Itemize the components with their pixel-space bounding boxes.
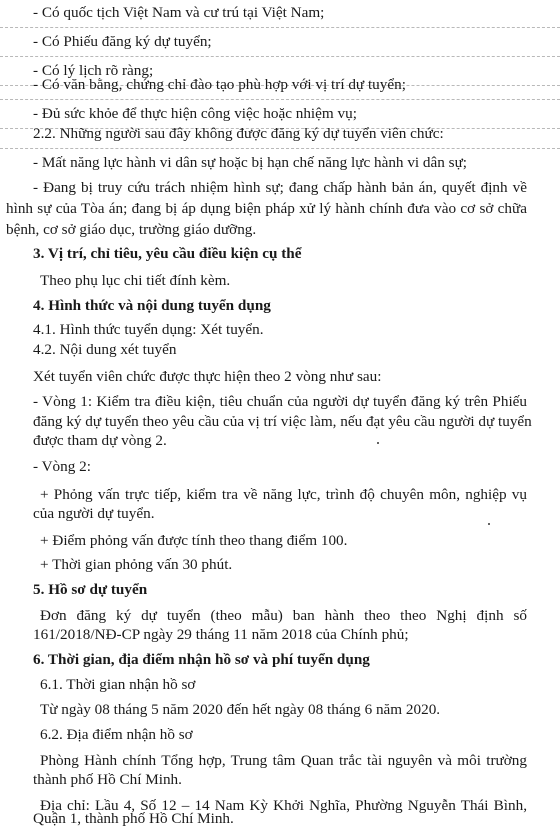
text-line: Xét tuyển viên chức được thực hiện theo 2 vòng như sau: bbox=[33, 368, 382, 385]
section-heading: 5. Hồ sơ dự tuyển bbox=[33, 581, 148, 598]
text-line: Quận 1, thành phố Hồ Chí Minh. bbox=[33, 810, 234, 827]
text-line: 6.2. Địa điểm nhận hồ sơ bbox=[40, 726, 193, 743]
text-line: hình sự của Tòa án; đang bị áp dụng biện pháp xử lý hành chính đưa vào cơ sở chữa bbox=[6, 200, 527, 217]
text-line: + Phỏng vấn trực tiếp, kiểm tra về năng lực, trình độ chuyên môn, nghiệp vụ bbox=[40, 486, 527, 503]
text-line: được tham dự vòng 2. bbox=[33, 432, 167, 449]
text-line: - Đang bị truy cứu trách nhiệm hình sự; đang chấp hành bản án, quyết định về bbox=[33, 179, 527, 196]
text-line: 4.1. Hình thức tuyển dụng: Xét tuyển. bbox=[33, 321, 264, 338]
text-line: 2.2. Những người sau đây không được đăng ký dự tuyển viên chức: bbox=[33, 125, 444, 142]
text-line: Đơn đăng ký dự tuyển (theo mẫu) ban hành theo theo Nghị định số bbox=[40, 607, 527, 624]
text-line: - Vòng 2: bbox=[33, 458, 91, 475]
text-line: - Có văn bằng, chứng chỉ đào tạo phù hợp với vị trí dự tuyển; bbox=[33, 76, 406, 93]
text-line: 4.2. Nội dung xét tuyển bbox=[33, 341, 177, 358]
text-line: Phòng Hành chính Tổng hợp, Trung tâm Quan trắc tài nguyên và môi trường bbox=[40, 752, 527, 769]
text-line: + Thời gian phỏng vấn 30 phút. bbox=[40, 556, 233, 573]
text-line: + Điểm phỏng vấn được tính theo thang điểm 100. bbox=[40, 532, 348, 549]
text-line: Theo phụ lục chi tiết đính kèm. bbox=[40, 272, 231, 289]
text-line: - Vòng 1: Kiểm tra điều kiện, tiêu chuẩn của người dự tuyển đăng ký trên Phiếu bbox=[33, 393, 527, 410]
scan-speck bbox=[488, 523, 490, 525]
section-heading: 4. Hình thức và nội dung tuyển dụng bbox=[33, 297, 271, 314]
text-line: - Có quốc tịch Việt Nam và cư trú tại Việt Nam; bbox=[33, 4, 325, 21]
text-line: Địa chỉ: Lầu 4, Số 12 – 14 Nam Kỳ Khởi Nghĩa, Phường Nguyễn Thái Bình, bbox=[40, 797, 527, 814]
section-heading: 3. Vị trí, chỉ tiêu, yêu cầu điều kiện cụ thể bbox=[33, 245, 302, 262]
text-line: - Đủ sức khỏe để thực hiện công việc hoặc nhiệm vụ; bbox=[33, 105, 357, 122]
text-line: đăng ký dự tuyển theo yêu cầu của vị trí việc làm, nếu đạt yêu cầu người dự tuyển bbox=[33, 413, 532, 430]
text-line: thành phố Hồ Chí Minh. bbox=[33, 771, 182, 788]
dashed-separator bbox=[0, 148, 560, 149]
text-line: Từ ngày 08 tháng 5 năm 2020 đến hết ngày 08 tháng 6 năm 2020. bbox=[40, 701, 441, 718]
text-line: của người dự tuyển. bbox=[33, 505, 155, 522]
text-line: bệnh, cơ sở giáo dục, trường giáo dưỡng. bbox=[6, 221, 257, 238]
section-heading: 6. Thời gian, địa điểm nhận hồ sơ và phí tuyển dụng bbox=[33, 651, 370, 668]
text-line: - Có Phiếu đăng ký dự tuyển; bbox=[33, 33, 212, 50]
dashed-separator bbox=[0, 27, 560, 28]
text-line: - Có lý lịch rõ ràng; bbox=[33, 62, 154, 79]
dashed-separator bbox=[0, 99, 560, 100]
text-line: - Mất năng lực hành vi dân sự hoặc bị hạn chế năng lực hành vi dân sự; bbox=[33, 154, 468, 171]
text-line: 161/2018/NĐ-CP ngày 29 tháng 11 năm 2018 của Chính phủ; bbox=[33, 626, 409, 643]
text-line: 6.1. Thời gian nhận hồ sơ bbox=[40, 676, 196, 693]
dashed-separator bbox=[0, 56, 560, 57]
scan-speck bbox=[377, 442, 379, 444]
